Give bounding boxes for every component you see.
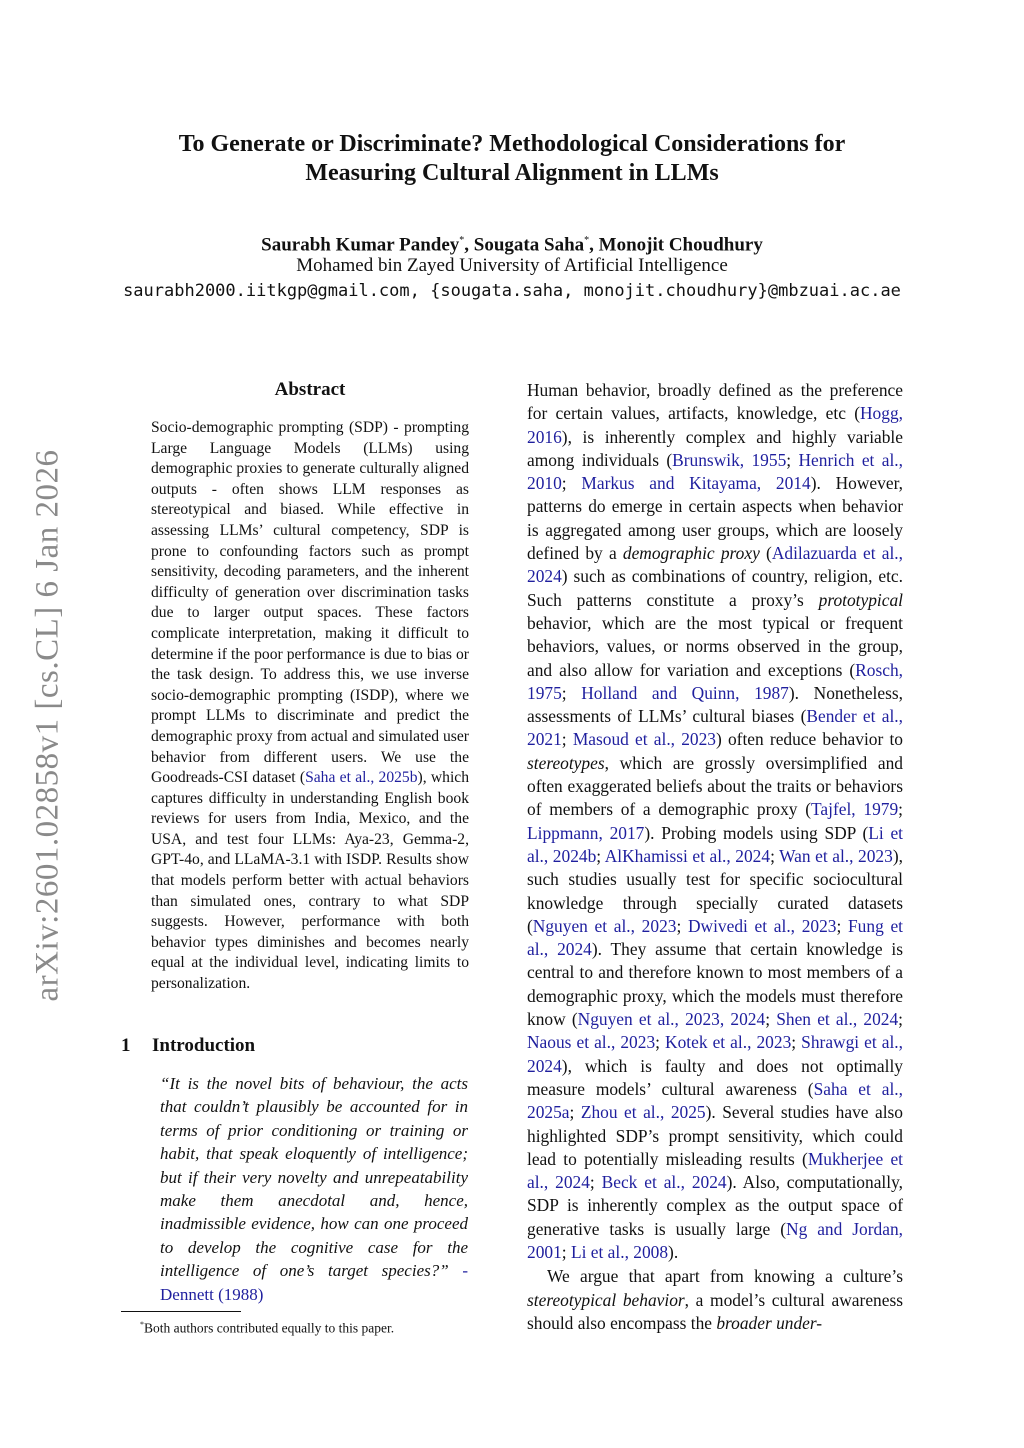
abstract-heading: Abstract: [274, 379, 346, 400]
author-3: Monojit Choudhury: [598, 234, 763, 256]
epigraph-quote: “It is the novel bits of behaviour, the acts that couldn’t plausibly be accounted for in terms of prior conditioning or training or habit, that speak eloquently of intelligence; but if their very novelty and unrepeatability make them anecdotal and, hence, inadmissible evidence, how can one proceed to develop the cognitive case for the intelligence of one’s target species?” - Dennett (1988): [160, 1074, 468, 1304]
section-number: 1: [121, 1035, 131, 1056]
section-title: Introduction: [152, 1035, 256, 1056]
affiliation: Mohamed bin Zayed University of Artificial Intelligence: [296, 255, 728, 276]
author-separator: ,: [589, 234, 599, 256]
citation-link[interactable]: Naous et al., 2023: [527, 1032, 656, 1053]
footnote-mark: *: [140, 1320, 144, 1329]
arxiv-identifier-text: arXiv:2601.02858v1 [cs.CL] 6 Jan 2026: [29, 449, 66, 1001]
citation-link[interactable]: Zhou et al., 2025: [580, 1102, 706, 1123]
abstract-text: Socio-demographic prompting (SDP) - prompting Large Language Models (LLMs) using demographic proxies to generate culturally aligned outputs - often shows LLM responses as stereotypical and biased. While effective in assessing LLMs’ cultural competency, SDP is prone to confounding factors such as prompt sensitivity, decoding parameters, and the inherent difficulty of generation over discrimination tasks due to larger output spaces. These factors complicate interpretation, making it difficult to determine if the poor performance is due to bias or the task design. To address this, we use inverse socio-demographic prompting (ISDP), where we prompt LLMs to discriminate and predict the demographic proxy from actual and simulated user behavior from different users. We use the Goodreads-CSI dataset (Saha et al., 2025b), which captures difficulty in understanding English book reviews for users from India, Mexico, and the USA, and test four LLMs: Aya-23, Gemma-2, GPT-4o, and LLaMA-3.1 with ISDP. Results show that models perform better with actual behaviors than simulated ones, contrary to what SDP suggests. However, performance with both behavior types diminishes and becomes nearly equal at the individual level, indicating limits to personalization.: [151, 419, 469, 993]
citation-link[interactable]: Saha et al., 2025a: [527, 1078, 903, 1123]
citation-link[interactable]: Rosch, 1975: [527, 659, 903, 703]
citation-link[interactable]: Kotek et al., 2023: [665, 1032, 792, 1053]
citation-link[interactable]: Shen et al., 2024: [776, 1009, 899, 1030]
citation-link[interactable]: Saha et al., 2025b: [305, 769, 418, 787]
citation-link[interactable]: Wan et al., 2023: [779, 845, 893, 866]
citation-link[interactable]: Beck et al., 2024: [601, 1172, 727, 1193]
citation-link[interactable]: Ng and Jordan, 2001: [527, 1218, 903, 1262]
citation-link[interactable]: Henrich et al., 2010: [527, 449, 903, 494]
citation-link[interactable]: Masoud et al., 2023: [572, 729, 716, 750]
footnote-divider: [121, 1311, 241, 1312]
footnote: *Both authors contributed equally to this paper.: [140, 1320, 395, 1336]
citation-link[interactable]: Li et al., 2024b: [527, 822, 903, 866]
title-line-1: To Generate or Discriminate? Methodological Considerations for: [178, 131, 846, 157]
paragraph: Human behavior, broadly defined as the preference for certain values, artifacts, knowledge, etc (Hogg, 2016), is inherently complex and highly variable among individuals (Brunswik, 1955; Henrich et al., 2010; Markus and Kitayama, 2014). However, patterns do emerge in certain aspects when behavior is aggregated among user groups, which are loosely defined by a demographic proxy (Adilazuarda et al., 2024) such as combinations of country, religion, etc. Such patterns constitute a proxy’s prototypical behavior, which are the most typical or frequent behaviors, values, or norms observed in the group, and also allow for variation and exceptions (Rosch, 1975; Holland and Quinn, 1987). Nonetheless, assessments of LLMs’ cultural biases (Bender et al., 2021; Masoud et al., 2023) often reduce behavior to stereotypes, which are grossly oversimplified and often exaggerated beliefs about the traits or behaviors of members of a demographic proxy (Tajfel, 1979; Lippmann, 2017). Probing models using SDP (Li et al., 2024b; AlKhamissi et al., 2024; Wan et al., 2023), such studies usually test for specific sociocultural knowledge through specially curated datasets (Nguyen et al., 2023; Dwivedi et al., 2023; Fung et al., 2024). They assume that certain knowledge is central to and therefore known to most members of a demographic proxy, which the models must therefore know (Nguyen et al., 2023, 2024; Shen et al., 2024; Naous et al., 2023; Kotek et al., 2023; Shrawgi et al., 2024), which is faulty and does not optimally measure models’ cultural awareness (Saha et al., 2025a; Zhou et al., 2025). Several studies have also highlighted SDP’s prompt sensitivity, which could lead to potentially misleading results (Mukherjee et al., 2024; Beck et al., 2024). Also, computationally, SDP is inherently complex as the output space of generative tasks is usually large (Ng and Jordan, 2001; Li et al., 2008).: [527, 380, 904, 1262]
author-emails: saurabh2000.iitkgp@gmail.com, {sougata.saha, monojit.choudhury}@mbzuai.ac.ae: [123, 281, 901, 301]
paper-title: [110, 130, 914, 188]
citation-link[interactable]: Li et al., 2008: [570, 1241, 669, 1262]
citation-link[interactable]: Hogg, 2016: [527, 403, 903, 447]
citation-link[interactable]: AlKhamissi et al., 2024: [604, 845, 771, 866]
equal-contribution-mark: *: [459, 235, 465, 246]
paragraph: We argue that apart from knowing a culture’s stereotypical behavior, a model’s cultural awareness should also encompass the broader under-: [527, 1266, 903, 1333]
title-line-2: Measuring Cultural Alignment in LLMs: [305, 160, 719, 186]
citation-link[interactable]: Mukherjee et al., 2024: [527, 1148, 903, 1193]
citation-link[interactable]: Lippmann, 2017: [527, 822, 645, 843]
arxiv-identifier: [24, 440, 72, 1010]
body-text-right-column: [527, 379, 903, 1335]
equal-contribution-mark: *: [584, 235, 590, 246]
citation-link[interactable]: Nguyen et al., 2023, 2024: [577, 1009, 766, 1030]
citation-link[interactable]: Tajfel, 1979: [811, 799, 899, 820]
citation-link[interactable]: Markus and Kitayama, 2014: [581, 473, 811, 494]
author-2: Sougata Saha: [473, 234, 585, 256]
citation-link[interactable]: Holland and Quinn, 1987: [581, 682, 789, 703]
citation-link[interactable]: Dwivedi et al., 2023: [687, 915, 837, 936]
citation-link[interactable]: Shrawgi et al., 2024: [527, 1032, 904, 1076]
citation-link[interactable]: Bender et al., 2021: [527, 706, 903, 750]
citation-link[interactable]: Dennett: [160, 1284, 214, 1304]
section-heading-introduction: [121, 1034, 481, 1058]
citation-link[interactable]: Adilazuarda et al., 2024: [527, 543, 903, 587]
citation-link[interactable]: Brunswik, 1955: [672, 449, 787, 470]
citation-link[interactable]: (1988): [218, 1284, 264, 1304]
author-separator: ,: [464, 234, 474, 256]
author-1: Saurabh Kumar Pandey: [261, 234, 460, 256]
citation-link[interactable]: Nguyen et al., 2023: [532, 915, 677, 936]
citation-link[interactable]: Fung et al., 2024: [527, 915, 904, 960]
